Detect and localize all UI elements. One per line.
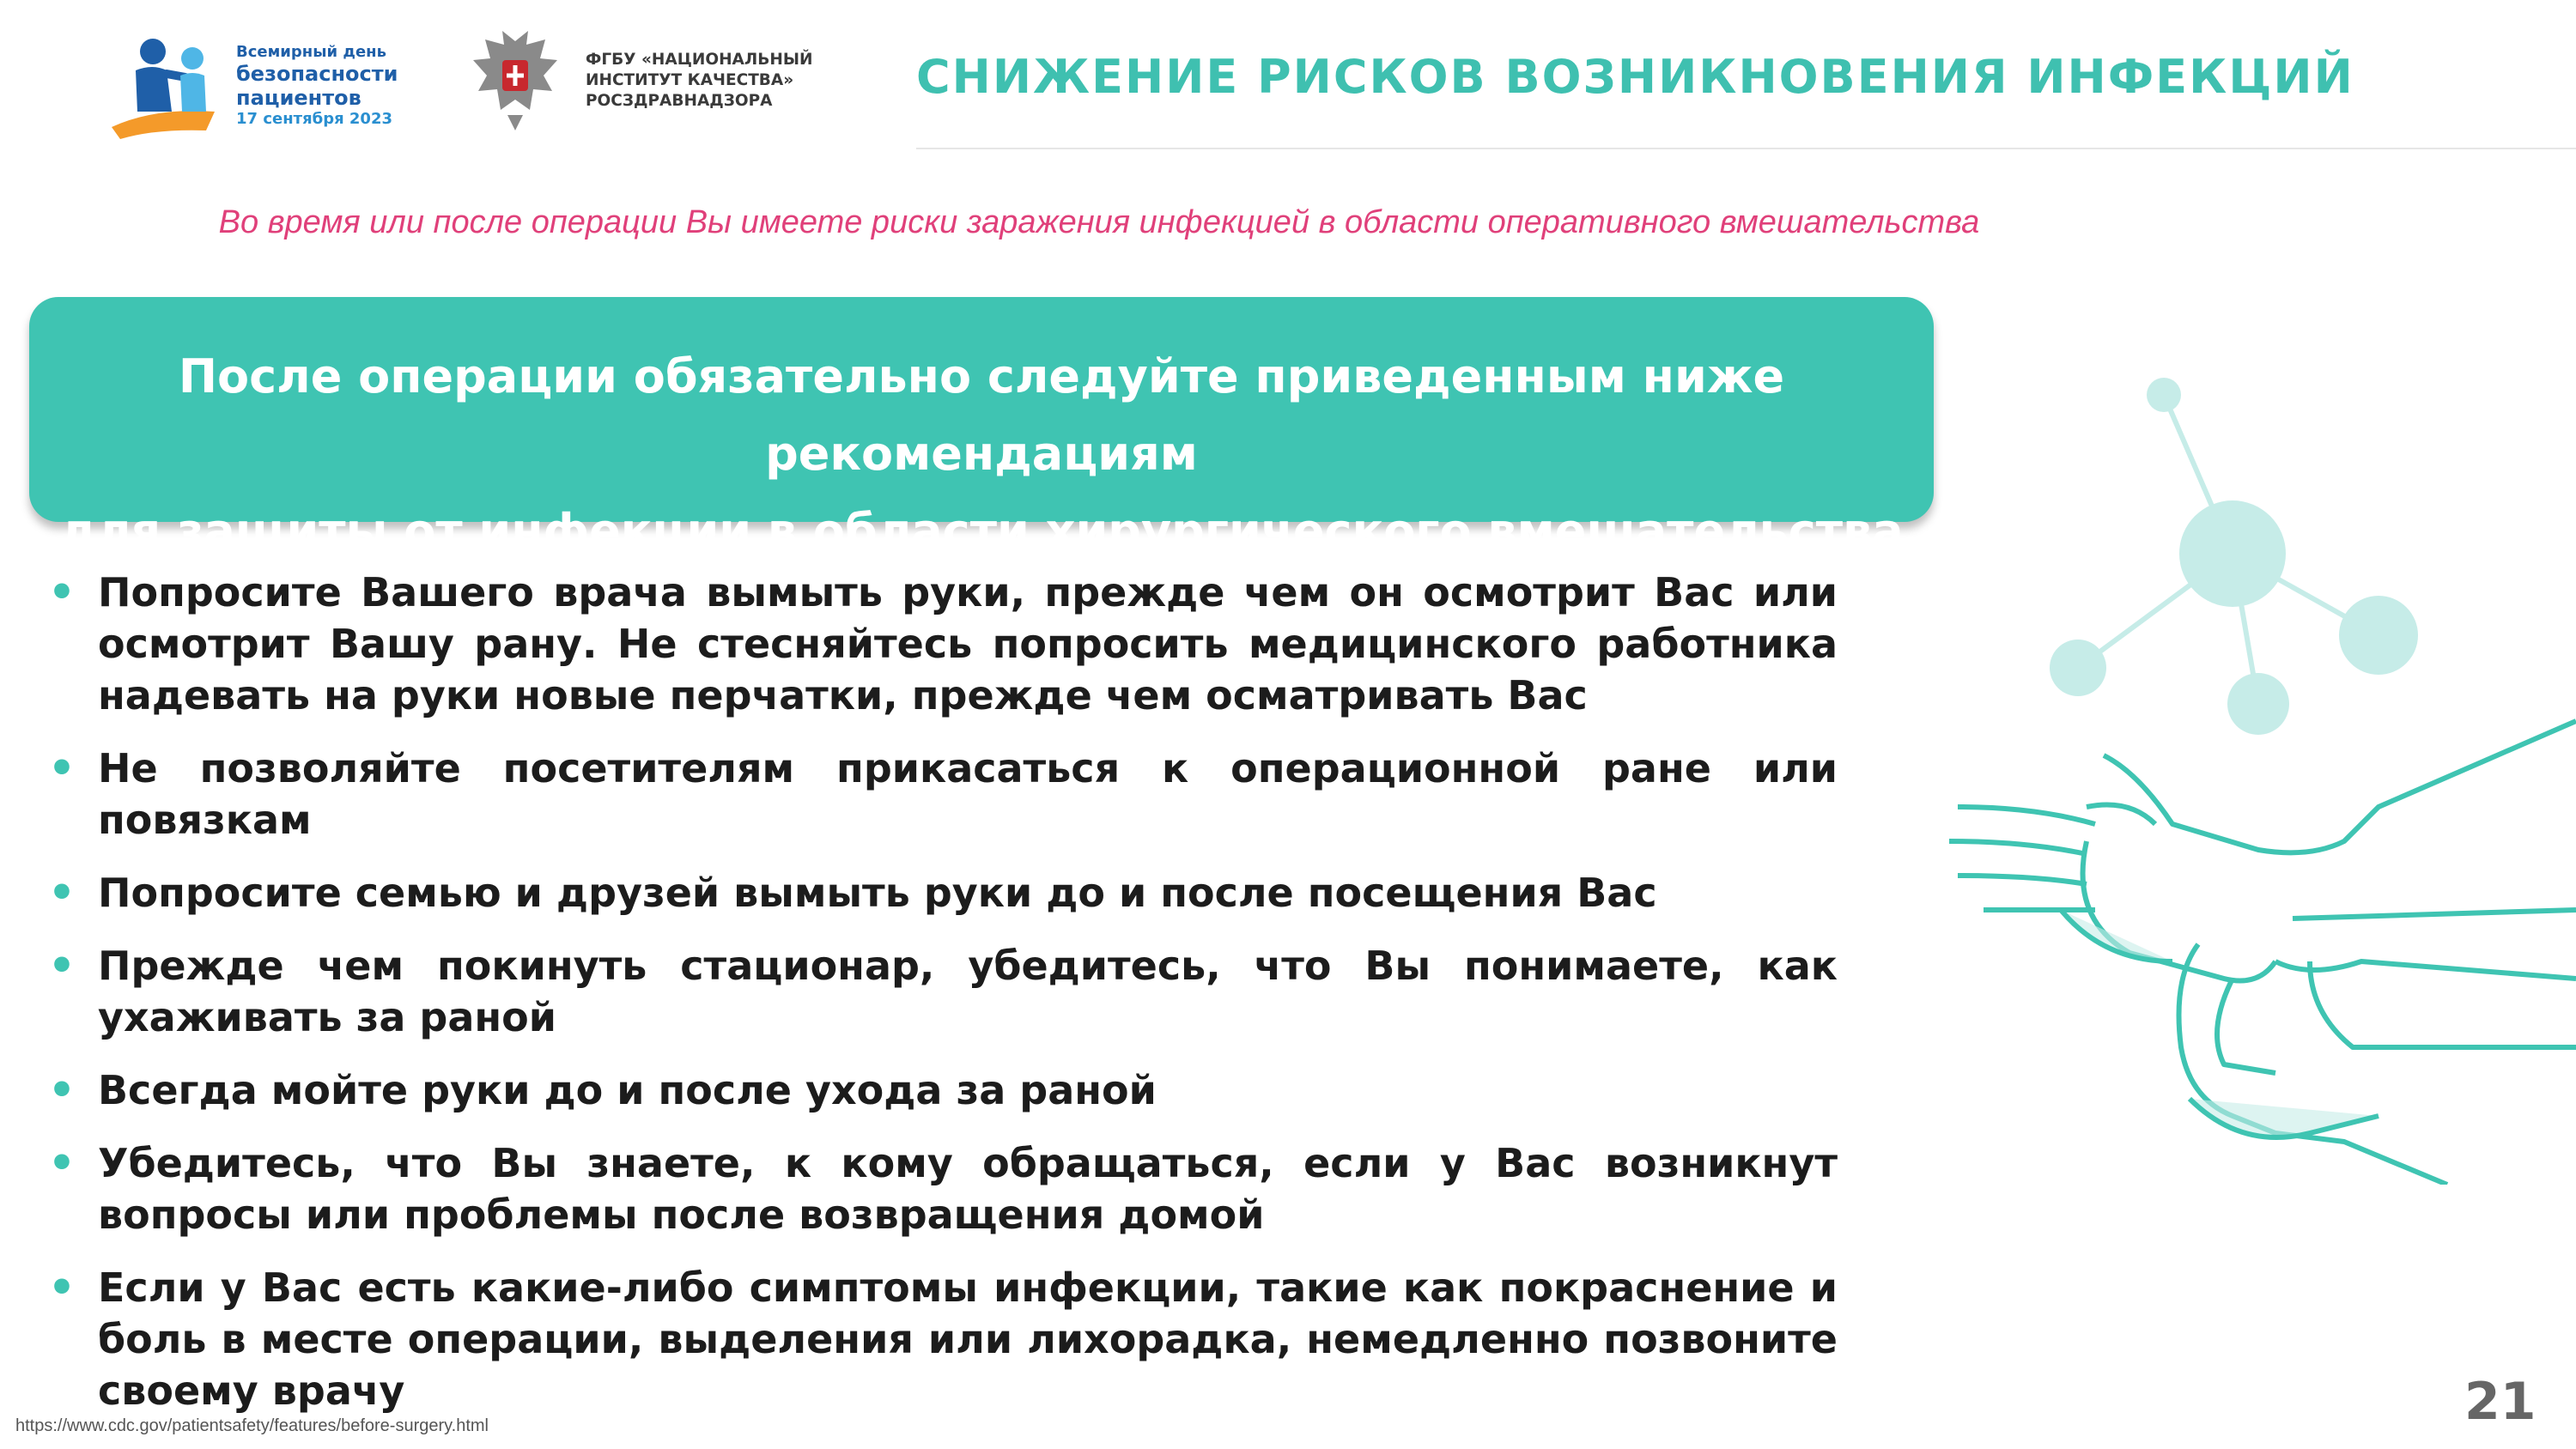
recommendation-list: [43, 567, 1838, 1438]
list-item-text: Всегда мойте руки до и после ухода за раной: [98, 1067, 1157, 1113]
bullet-icon: •: [48, 567, 76, 617]
list-item: [43, 743, 1838, 846]
logo-date: 17 сентября 2023: [236, 110, 392, 128]
logo-line-3: пациентов: [236, 86, 361, 110]
list-item-text: Попросите Вашего врача вымыть руки, прежде чем он осмотрит Вас или осмотрит Вашу рану. Не стесняйтесь попросить медицинского работника надевать на руки новые перчатки, прежде чем осматривать Вас: [98, 569, 1838, 718]
list-item: [43, 567, 1838, 721]
illustration: [1829, 361, 2576, 1185]
list-item: [43, 940, 1838, 1043]
bullet-icon: •: [48, 1263, 76, 1313]
org-line-2: ИНСТИТУТ КАЧЕСТВА»: [586, 71, 794, 89]
gloved-hands-illustration-icon: [1949, 721, 2576, 1185]
page-title: СНИЖЕНИЕ РИСКОВ ВОЗНИКНОВЕНИЯ ИНФЕКЦИЙ: [916, 50, 2354, 104]
banner-line-1: После операции обязательно следуйте приведенным ниже рекомендациям: [178, 349, 1785, 481]
list-item-text: Попросите семью и друзей вымыть руки до и после посещения Вас: [98, 870, 1657, 916]
title-divider: [916, 148, 2576, 149]
org-line-3: РОСЗДРАВНАДЗОРА: [586, 92, 773, 110]
patient-safety-day-logo: [103, 26, 412, 146]
list-item: [43, 1137, 1838, 1240]
patient-safety-day-icon: [103, 26, 232, 146]
list-item-text: Прежде чем покинуть стационар, убедитесь, что Вы понимаете, как ухаживать за раной: [98, 943, 1838, 1040]
list-item: [43, 867, 1838, 919]
page-number: 21: [2464, 1372, 2537, 1432]
bullet-icon: •: [48, 1065, 76, 1115]
bullet-icon: •: [48, 743, 76, 793]
logo-line-1: Всемирный день: [236, 43, 386, 61]
list-item: [43, 1262, 1838, 1416]
bullet-icon: •: [48, 1138, 76, 1188]
org-line-1: ФГБУ «НАЦИОНАЛЬНЫЙ: [586, 51, 813, 69]
list-item: [43, 1064, 1838, 1116]
bullet-icon: •: [48, 941, 76, 991]
double-headed-eagle-emblem-icon: [468, 24, 562, 136]
source-link[interactable]: https://www.cdc.gov/patientsafety/features/before-surgery.html: [15, 1416, 489, 1435]
logo-line-2: безопасности: [236, 62, 398, 86]
list-item-text: Убедитесь, что Вы знаете, к кому обращаться, если у Вас возникнут вопросы или проблемы после возвращения домой: [98, 1140, 1838, 1238]
molecule-illustration-icon: [2050, 378, 2418, 735]
bullet-icon: •: [48, 868, 76, 918]
list-item-text: Не позволяйте посетителям прикасаться к операционной ране или повязкам: [98, 745, 1838, 843]
organization-name: [586, 50, 869, 112]
risk-subtitle: Во время или после операции Вы имеете риски заражения инфекцией в области оперативного вмешательства: [218, 204, 1980, 240]
recommendation-banner: [29, 297, 1934, 558]
banner-line-2: для защиты от инфекции в области хирургического вмешательства: [59, 504, 1904, 558]
list-item-text: Если у Вас есть какие-либо симптомы инфекции, такие как покраснение и боль в месте операции, выделения или лихорадка, немедленно позвоните своему врачу: [98, 1264, 1838, 1414]
